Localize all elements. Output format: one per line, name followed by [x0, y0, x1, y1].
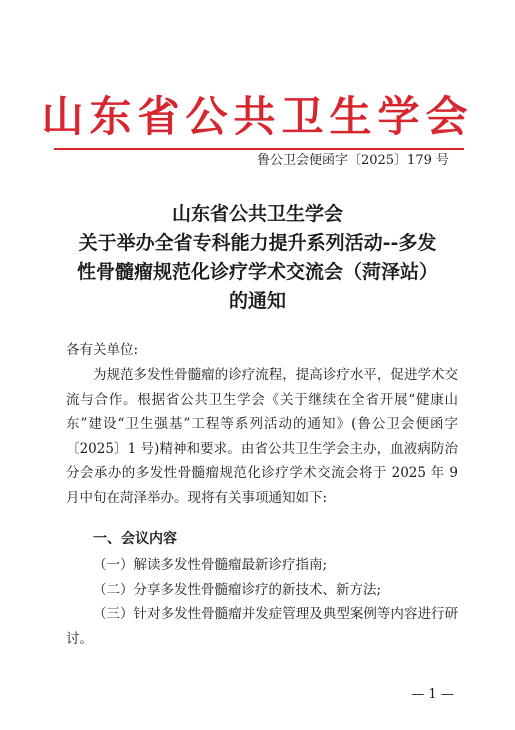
- letterhead-title: 山东省公共卫生学会: [41, 92, 474, 141]
- list-item: （三）针对多发性骨髓瘤并发症管理及典型案例等内容进行研讨。: [66, 606, 458, 647]
- list-item: （一）解读多发性骨髓瘤最新诊疗指南;: [93, 557, 328, 573]
- letterhead-red-rule: [54, 148, 464, 150]
- intro-paragraph: 为规范多发性骨髓瘤的诊疗流程，提高诊疗水平，促进学术交流与合作。根据省公共卫生学会《关于继续在全省开展“健康山东”建设“卫生强基”工程等系列活动的通知》(鲁公卫会便函字〔2025〕1 号)精神和要求。由省公共卫生学会主办，血液病防治分会承办的多发性骨髓瘤规范化诊疗学术交流会将于 2025 年 9 月中旬在菏泽举办。现将有关事项通知如下:: [66, 367, 458, 506]
- title-line-3: 性骨髓瘤规范化诊疗学术交流会（菏泽站）: [76, 261, 438, 283]
- page-number: — 1 —: [411, 687, 454, 702]
- document-number: 鲁公卫会便函字〔2025〕179 号: [256, 153, 449, 168]
- notice-title: [40, 200, 475, 316]
- salutation: 各有关单位:: [66, 342, 139, 358]
- list-item: （二）分享多发性骨髓瘤诊疗的新技术、新方法;: [93, 581, 382, 598]
- title-line-1: 山东省公共卫生学会: [171, 203, 343, 225]
- title-line-4: 的通知: [228, 290, 286, 312]
- section-heading-meeting-content: 一、会议内容: [93, 531, 177, 547]
- title-line-2: 关于举办全省专科能力提升系列活动--多发: [78, 232, 437, 254]
- meeting-content-list: [66, 553, 458, 651]
